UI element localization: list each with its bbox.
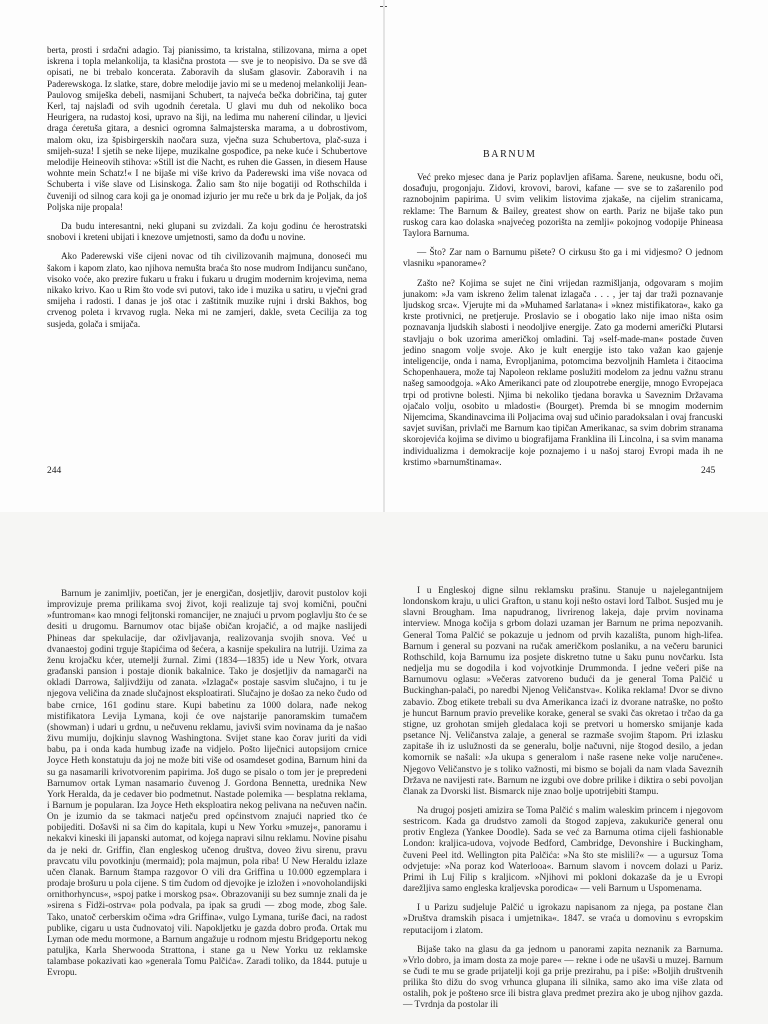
page-number: 245 (701, 466, 716, 476)
paragraph: I u Parizu sudjeluje Palčić u igrokazu napisanom za njega, pa postane član »Društva dramskih pisaca i umjetnika«. 1847. se vraća u domovinu s evropskim reputacijom i zlatom. (403, 903, 723, 936)
chapter-title: BARNUM (483, 149, 537, 160)
paragraph: I u Engleskoj digne silnu reklamsku prašinu. Stanuje u najelegantnijem londonskom kraju, u ulici Grafton, u stanu koji nešto ostavi lord Talbot. Susjed mu je slavni Brougham. Ima napudranog, livrirenog lakeja, daje prvim novinama interview. Mnoga kočija s grbom dolazi uzaman jer Barnum ne prima nepozvanih. General Toma Palčić se pokazuje u jednom od prvih kazališta, punom high-lifea. Barnum i general su pozvani na ručak američkom poslaniku, a na večeru barunici Rothschild, koja Barnumu iza posjete diskretno tutne u šaku punu novčarku. Ista nedjelja mu se dogodila i kod vojvotkinje Drummonda. I jedne večeri piše na Barnumovu oglasu: »Večeras zatvoreno budući da je general Toma Palčić u Buckinghan-palači, po naredbi Njenog Veličanstva«. Kolika reklama! Dvor se divno zabavio. Zbog etikete trebali su dva Amerikanca izaći iz dvorane natraške, no pošto je huncut Barnum pravio prevelike korake, general se svaki čas okretao i trčao da ga stigne, uz grohotan smijeh gledalaca koji se pretvori u homersko smijanje kada psetance Nj. Veličanstva zalaje, a general se razmaše svojim štapom. Pri izlasku zapitaše ih iz uslužnosti da se generalu, bolje načuvni, nije štogod desilo, a jedan komornik se našali: »Ja ukupa s generalom i naše rasene neke volje naručene«. Njegovo Veličanstvo je s toliko važnosti, mi bismo se bojali da nam vlada Saveznih Država ne navijesti rat«. Barnum ne izgubi ove dobre prilike i diktira o sebi povoljan članak za Dvorski list. Bismarck nije znao bolje upotrijebiti štampu. (403, 586, 723, 797)
page-number: 244 (47, 466, 62, 476)
bottom-spread (0, 512, 768, 1024)
left-page-text (47, 589, 367, 987)
right-page-text (403, 586, 723, 1020)
page-gutter (383, 0, 385, 512)
paragraph: Na drugoj posjeti amizira se Toma Palčić s malim waleskim princem i njegovom sestricom. Kada ga drudstvo zamoli da štogod zapjeva, zakukuriče general onu protiv Engleza (Yankee Doodle). Sada se već za Barnuma otima cijeli fashionable London: kraljica-udova, vojvode Bedford, Cambridge, Devonshire i Buckingham, čuveni Peel itd. Wellington pita Palčića: »Na što ste mislili?« — a ugursuz Toma odvjetuje: »Na poraz kod Waterlooa«. Barnum slavom i novcem dolazi u Pariz. Primi ih Luj Filip s kraljicom. »Njihovi mi pokloni dokazaše da je u Evropi darežljiva samo engleska kraljevska porodica« — veli Barnum u Uspomenama. (403, 805, 723, 895)
paragraph: Ako Paderewski više cijeni novac od tih civilizovanih majmuna, donoseći mu šakom i kapom zlato, kao njihova nemušta braća što nose mudrom Indijancu sunčano, visoko voće, ako prezire fukaru u fraku i fukaru u drugim modernim krojevima, nema nikako krivo. Kao u Rim što vode svi putovi, tako ide i muzika u satiru, u vječni grad smijeha i radosti. I danas je još otac i zaštitnik muzike rujni i drski Bakhos, bog crvenog poleta i krvavog rugla. Neka mi ne zamjeri, dakle, sveta Cecilija za tog susjeda, golača i smijača. (47, 251, 367, 329)
paragraph: Već preko mjesec dana je Pariz poplavljen afišama. Šarene, neukusne, bodu oči, dosađuju, progonjaju. Zidovi, krovovi, barovi, kafane — sve se to zašarenilo pod raznobojnim papirima. U svim velikim listovima zjakaše, na cijelim stranicama, reklame: The Barnum & Bailey, greatest show on earth. Pariz ne bijaše tako pun ruskog cara kao dolaska »najvećeg pozorišta na zemlji« pokojnog vodopije Phineasa Taylora Barnuma. (403, 172, 723, 239)
paragraph: Bijaše tako na glasu da ga jednom u panorami zapita neznanik za Barnuma. »Vrlo dobro, ja imam dosta za moje pare« — rekne i ode ne ušavši u muzej. Barnum se čudi te mu se grade prijatelji koji ga prije prezirahu, pa i piše: »Boljih društvenih prilika što dižu do svog vrhunca glupana ili silnika, samo ako ima više zlata od ostalih, pok je poštено srce ili bistra glava predmet prezira ako je ubog njihov gazda. — Tvrdnja da postolar ili (403, 944, 723, 1011)
left-page-text (47, 45, 367, 338)
paragraph: Barnum je zanimljiv, poetičan, jer je energičan, dosjetljiv, darovit pustolov koji improvizuje prema prilikama svoj život, koji realizuje taj svoj komični, poučni »funtroman« kao mnogi feljtonski romancijer, ne znajući u prvom poglavlju što će se desiti u drugomu. Barnumov otac bijaše običan krojačić, a od majke naslijedi Phineas dar spekulacije, dar oživljavanja, realizovanja svojih snova. Već u dvanaestoj godini trguje štapićima od šećera, a kasnije spekulira na lutriji. Uzima za ženu krojačku kćer, utemelji žurnal. Zimi (1834—1835) ide u New York, otvara građanski pansion i postaje dionik bakalnice. Tako je dosjetljiv da namagarči na okladi Darrowa, šaljivdžiju od zanata. »Izlagač« postaje sasvim slučajno, i tu je njegova veličina da znade slučajnost eksploatirati. Slučajno je došao za neko čudo od babe crnice, 161 godinu stare. Kupi babetinu za 1000 dolara, nađe nekog mistifikatora Levija Lymana, koji će ove najstarije panoramskim tumačem (showman) i udari u grdnu, u nečuvenu reklamu, javivši svim novinama da je našao živu mumiju, dojkinju slavnog Washingtona. Svijet stane kao čorav juriti da vidi babu, pa i onda kada humbug izađe na vidjelo. Pošto liječnici autopsijom crnice Joyce Heth konstatuju da joj ne može biti više od osamdeset godina, Barnum hini da su ga nasamarili krivotvorenim papirima. Još dugo se pisalo o tom jer je prepredeni Barnumov ortak Lyman nasamario čuvenog J. Gordona Bennetta, urednika New York Heralda, da je cedaver bio podmetnut. Nastade polemika — besplatna reklama, i Barnum je popularan. Iza Joyce Heth eksploatira nekog pelivana na nečuven način. On je izumio da se takmaci natječu pred općinstvom znajući napried tko će pobijediti. Došavši ni sa čim do kapitala, kupi u New Yorku »muzej«, panoramu i nekakvi kineski ili japanski automat, od kojega napravi silnu reklamu. Novine pisahu da je neki dr. Griffin, član engleskog učenog društva, doveo živu sirenu, pravu pravcatu vilu povotkinju (mermaid); pola majmun, pola riba! U New Heraldu izlaze učen članak. Barnum štampa razgovor O vili dra Griffina u 10.000 egzemplara i prodaje brošuru u pola cijene. S tim čudom od djevojke je izložen i »novoholandijski ornithorhyncus«, »spoj patke i morskog psa«. Obrazovaniji su bez sumnje znali da je »sirena s Fidži-ostrva« pola podvala, pa ipak sa grudi — zbog mode, zbog šale. Tako, unatoč cerberskim očima »dra Griffina«, vulgo Lymana, turiše đaci, na radost publike, cigaru u usta čudnovatoj vili. Napokljetku je gazda dobro prođa. Ortak mu Lyman ode medu mormone, a Barnum angažuje u rodnom mjestu Bridgeportu nekog patuljka, Karla Sherwooda Strattona, i stane ga u New Yorku uz reklamske talambase pokazivati kao »generala Tomu Palčića«. Zaradi toliko, da 1844. putuje u Evropu. (47, 589, 367, 979)
paragraph: Da budu interesantni, neki glupani su zvizdali. Za koju godinu će herostratski snobovi i kreteni ubijati i knezove umjetnosti, samo da dođu u novine. (47, 221, 367, 243)
paragraph: Zašto ne? Kojima se sujet ne čini vrijedan razmišljanja, odgovaram s mojim junakom: »Ja vam iskreno želim talenat izlagača . . . , jer taj dar traži poznavanje ljudskog srca«. Vjerujte mi da »Muhamed šarlatana« i »knez mistifikatora«, kako ga krste protivnici, ne pretjeruje. Proslavio se i obogatio lako nije imao ništa osim poznavanja ljudskih slabosti i neodoljive energije. Zato ga moderni američki Plutarsi stavljaju o bok uzorima američkoj omladini. Taj »self-made-man« postade čuven jedino snagom volje svoje. Ako je kult energije isto tako važan kao gajenje inteligencije, onda i nama, Evropljanima, potomcima bezvoljnih Hamleta i čitaocima Schopenhauera, može taj Napoleon reklame poslužiti modelom za jednu važnu stranu našeg samoodgoja. »Ako Amerikanci pate od zloupotrebe energije, mnogo Evropejaca trpi od protivne bolesti. Njima bi nekoliko tjedana boravka u Saveznim Državama ojačalo volju, osobito u mladosti« (Bourget). Premda bi se mnogim modernim Nijemcima, Skandinavcima ili Poljacima ovaj sud učinio paradoksalan i ovaj francuski savjet suvišan, privlači me Barnum kao tipičan Amerikanac, sa svim dobrim stranama skorojevića kojima se divimo u biografijama Franklina ili Lincolna, i sa svim manama individualizma i demokracije koje poznajemo i u našoj staroj Evropi mada ih ne krstimo »barnumštinama«. (403, 277, 723, 467)
paragraph: — Što? Zar nam o Barnumu pišete? O cirkusu što ga i mi vidjesmo? O jednom vlasniku »panorame«? (403, 247, 723, 269)
paragraph: berta, prosti i srdačni adagio. Taj pianissimo, ta kristalna, stilizovana, mirna a opet iskrena i topla melankolija, ta klasična prostota — sve je to neopisivo. Da se sve dâ opisati, ne bi trebalo koncerata. Zaboravih da slušam glasovir. Zaboravih i na Paderewskoga. Iz slatke, stare, dobre melodije javio mi se u medenoj melankoliji Jean-Paulovog smiješka debeli, nasmijani Schubert, ta najveća bečka dobričina, taj guter Kerl, taj najslađi od svih ugodnih ćeretala. U glavi mu duh od nekoliko boca Heurigera, na rudastoj kosi, upravo na šiji, na ledima mu naherení cilindar, u ljevici draga ćeretuša gitara, a desnici ogromna šalmajsterska marama, a u dobrostivom, malom oku, iza špisbirgerskih naočara suza, vječna suza Schubertova, plač-suza i smijeh-suza! I sjetih se neke lijepe, muzikalne gospođice, pa neke kuće i Schubertove melodije Heineovih stihova: »Still ist die Nacht, es ruhen die Gassen, in diesem Hause wohnte mein Schatz!« I ne bijaše mi više krivo da Paderewski ima više novaca od Schuberta i više slave od Lisinskoga. Žalio sam što nije bogatiji od Rothschilda i čuveniji od silnog cara koji ga je onomad izjurio jer mu reče u brk da je Poljak, da još Poljska nije propala! (47, 45, 367, 212)
right-page-text (403, 172, 723, 476)
